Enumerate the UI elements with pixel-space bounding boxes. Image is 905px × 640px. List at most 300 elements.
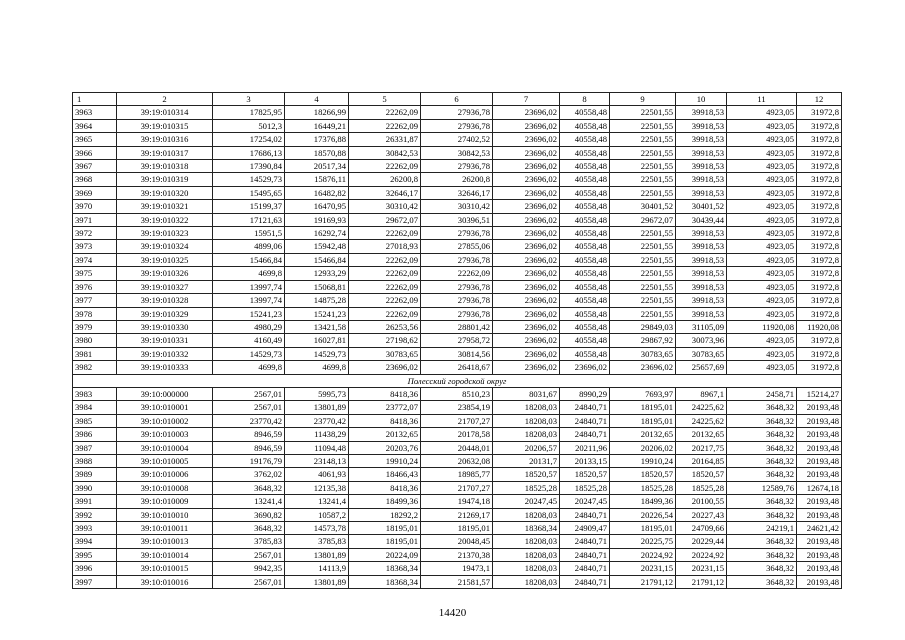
- value-cell: 20132,65: [349, 428, 421, 441]
- value-cell: 9942,35: [213, 562, 285, 575]
- value-cell: 27936,78: [421, 307, 493, 320]
- value-cell: 19474,18: [421, 495, 493, 508]
- value-cell: 3648,32: [727, 508, 797, 521]
- table-row: [73, 414, 842, 427]
- value-cell: 31972,8: [797, 146, 842, 159]
- value-cell: 4923,05: [727, 227, 797, 240]
- value-cell: 23696,02: [493, 361, 560, 374]
- value-cell: 40558,48: [560, 320, 610, 333]
- value-cell: 18195,01: [610, 401, 676, 414]
- value-cell: 13801,89: [285, 548, 349, 561]
- value-cell: 15214,27: [797, 387, 842, 400]
- value-cell: 27198,62: [349, 334, 421, 347]
- row-number-cell: 3985: [73, 414, 117, 427]
- value-cell: 24909,47: [560, 522, 610, 535]
- value-cell: 3648,32: [727, 414, 797, 427]
- value-cell: 23696,02: [493, 240, 560, 253]
- table-row: [73, 160, 842, 173]
- table-row: [73, 200, 842, 213]
- table-row: [73, 213, 842, 226]
- table-row: [73, 562, 842, 575]
- value-cell: 31972,8: [797, 160, 842, 173]
- column-header: 8: [560, 93, 610, 106]
- table-row: [73, 106, 842, 119]
- value-cell: 18525,28: [493, 481, 560, 494]
- value-cell: 4923,05: [727, 267, 797, 280]
- column-header: 5: [349, 93, 421, 106]
- value-cell: 22501,55: [610, 294, 676, 307]
- value-cell: 20193,48: [797, 401, 842, 414]
- value-cell: 13421,58: [285, 320, 349, 333]
- value-cell: 20133,15: [560, 454, 610, 467]
- value-cell: 39918,53: [676, 119, 727, 132]
- value-cell: 17121,63: [213, 213, 285, 226]
- value-cell: 23696,02: [493, 267, 560, 280]
- value-cell: 26331,87: [349, 133, 421, 146]
- column-header: 3: [213, 93, 285, 106]
- value-cell: 3648,32: [727, 468, 797, 481]
- value-cell: 20193,48: [797, 428, 842, 441]
- column-header: 6: [421, 93, 493, 106]
- cadastral-number-cell: 39:19:010317: [117, 146, 213, 159]
- cadastral-number-cell: 39:19:010326: [117, 267, 213, 280]
- row-number-cell: 3971: [73, 213, 117, 226]
- table-row: [73, 320, 842, 333]
- value-cell: 23696,02: [493, 253, 560, 266]
- value-cell: 12933,29: [285, 267, 349, 280]
- value-cell: 12135,38: [285, 481, 349, 494]
- value-cell: 4923,05: [727, 173, 797, 186]
- value-cell: 4980,29: [213, 320, 285, 333]
- value-cell: 20225,75: [610, 535, 676, 548]
- value-cell: 26253,56: [349, 320, 421, 333]
- row-number-cell: 3965: [73, 133, 117, 146]
- value-cell: 4923,05: [727, 119, 797, 132]
- value-cell: 15942,48: [285, 240, 349, 253]
- value-cell: 18520,57: [493, 468, 560, 481]
- value-cell: 40558,48: [560, 294, 610, 307]
- cadastral-number-cell: 39:10:010003: [117, 428, 213, 441]
- value-cell: 20217,75: [676, 441, 727, 454]
- value-cell: 18208,03: [493, 508, 560, 521]
- value-cell: 4923,05: [727, 361, 797, 374]
- value-cell: 18195,01: [349, 522, 421, 535]
- value-cell: 3762,02: [213, 468, 285, 481]
- value-cell: 2567,01: [213, 387, 285, 400]
- value-cell: 11920,08: [727, 320, 797, 333]
- value-cell: 27936,78: [421, 119, 493, 132]
- value-cell: 23696,02: [493, 320, 560, 333]
- value-cell: 22501,55: [610, 146, 676, 159]
- table-row: [73, 173, 842, 186]
- value-cell: 40558,48: [560, 334, 610, 347]
- value-cell: 20193,48: [797, 414, 842, 427]
- value-cell: 5012,3: [213, 119, 285, 132]
- cadastral-number-cell: 39:10:010004: [117, 441, 213, 454]
- row-number-cell: 3974: [73, 253, 117, 266]
- value-cell: 11094,48: [285, 441, 349, 454]
- row-number-cell: 3970: [73, 200, 117, 213]
- value-cell: 20448,01: [421, 441, 493, 454]
- value-cell: 23696,02: [493, 200, 560, 213]
- table-row: [73, 307, 842, 320]
- value-cell: 15951,5: [213, 227, 285, 240]
- value-cell: 21791,12: [676, 575, 727, 588]
- value-cell: 23696,02: [493, 186, 560, 199]
- value-cell: 39918,53: [676, 253, 727, 266]
- value-cell: 24840,71: [560, 428, 610, 441]
- value-cell: 23696,02: [493, 173, 560, 186]
- value-cell: 24840,71: [560, 562, 610, 575]
- value-cell: 40558,48: [560, 347, 610, 360]
- value-cell: 22262,09: [349, 294, 421, 307]
- row-number-cell: 3994: [73, 535, 117, 548]
- value-cell: 22501,55: [610, 227, 676, 240]
- table-body: [73, 106, 842, 589]
- row-number-cell: 3983: [73, 387, 117, 400]
- value-cell: 24621,42: [797, 522, 842, 535]
- value-cell: 23148,13: [285, 454, 349, 467]
- value-cell: 23696,02: [493, 347, 560, 360]
- section-title: Полесский городской округ: [73, 374, 842, 387]
- value-cell: 10587,2: [285, 508, 349, 521]
- table-row: [73, 401, 842, 414]
- table-row: [73, 146, 842, 159]
- row-number-cell: 3967: [73, 160, 117, 173]
- value-cell: 20193,48: [797, 535, 842, 548]
- value-cell: 22501,55: [610, 240, 676, 253]
- value-cell: 18570,88: [285, 146, 349, 159]
- table-row: [73, 227, 842, 240]
- value-cell: 40558,48: [560, 267, 610, 280]
- value-cell: 18208,03: [493, 428, 560, 441]
- value-cell: 40558,48: [560, 280, 610, 293]
- value-cell: 24219,1: [727, 522, 797, 535]
- value-cell: 20193,48: [797, 562, 842, 575]
- value-cell: 4699,8: [213, 267, 285, 280]
- row-number-cell: 3966: [73, 146, 117, 159]
- value-cell: 23696,02: [493, 133, 560, 146]
- value-cell: 24709,66: [676, 522, 727, 535]
- value-cell: 4923,05: [727, 213, 797, 226]
- value-cell: 30401,52: [610, 200, 676, 213]
- value-cell: 30439,44: [676, 213, 727, 226]
- value-cell: 11920,08: [797, 320, 842, 333]
- table-row: [73, 454, 842, 467]
- value-cell: 24225,62: [676, 401, 727, 414]
- cadastral-number-cell: 39:19:010327: [117, 280, 213, 293]
- value-cell: 2567,01: [213, 401, 285, 414]
- value-cell: 31972,8: [797, 280, 842, 293]
- value-cell: 30842,53: [349, 146, 421, 159]
- value-cell: 31972,8: [797, 347, 842, 360]
- value-cell: 24840,71: [560, 575, 610, 588]
- value-cell: 30783,65: [349, 347, 421, 360]
- value-cell: 20224,92: [676, 548, 727, 561]
- row-number-cell: 3991: [73, 495, 117, 508]
- value-cell: 39918,53: [676, 240, 727, 253]
- value-cell: 13241,4: [213, 495, 285, 508]
- value-cell: 27936,78: [421, 294, 493, 307]
- value-cell: 20203,76: [349, 441, 421, 454]
- column-header: 9: [610, 93, 676, 106]
- value-cell: 27936,78: [421, 160, 493, 173]
- value-cell: 13997,74: [213, 280, 285, 293]
- value-cell: 32646,17: [349, 186, 421, 199]
- table-row: [73, 428, 842, 441]
- value-cell: 20517,34: [285, 160, 349, 173]
- value-cell: 2567,01: [213, 548, 285, 561]
- value-cell: 18208,03: [493, 562, 560, 575]
- value-cell: 31105,09: [676, 320, 727, 333]
- value-cell: 12589,76: [727, 481, 797, 494]
- page-number: 14420: [438, 607, 467, 619]
- value-cell: 22262,09: [349, 280, 421, 293]
- value-cell: 24840,71: [560, 535, 610, 548]
- value-cell: 22501,55: [610, 307, 676, 320]
- value-cell: 22262,09: [349, 253, 421, 266]
- value-cell: 22262,09: [349, 227, 421, 240]
- value-cell: 31972,8: [797, 173, 842, 186]
- value-cell: 19169,93: [285, 213, 349, 226]
- value-cell: 23696,02: [493, 106, 560, 119]
- value-cell: 40558,48: [560, 133, 610, 146]
- value-cell: 22262,09: [349, 307, 421, 320]
- value-cell: 23696,02: [610, 361, 676, 374]
- value-cell: 4160,49: [213, 334, 285, 347]
- row-number-cell: 3980: [73, 334, 117, 347]
- value-cell: 23696,02: [560, 361, 610, 374]
- value-cell: 4923,05: [727, 200, 797, 213]
- value-cell: 8946,59: [213, 441, 285, 454]
- value-cell: 30842,53: [421, 146, 493, 159]
- value-cell: 17376,88: [285, 133, 349, 146]
- value-cell: 31972,8: [797, 106, 842, 119]
- column-header: 4: [285, 93, 349, 106]
- value-cell: 21370,38: [421, 548, 493, 561]
- value-cell: 20211,96: [560, 441, 610, 454]
- value-cell: 31972,8: [797, 186, 842, 199]
- value-cell: 16027,81: [285, 334, 349, 347]
- table-row: [73, 508, 842, 521]
- value-cell: 40558,48: [560, 160, 610, 173]
- value-cell: 30310,42: [349, 200, 421, 213]
- value-cell: 21707,27: [421, 414, 493, 427]
- value-cell: 18208,03: [493, 535, 560, 548]
- value-cell: 14529,73: [285, 347, 349, 360]
- value-cell: 7693,97: [610, 387, 676, 400]
- value-cell: 12674,18: [797, 481, 842, 494]
- column-header: 11: [727, 93, 797, 106]
- table-row: [73, 387, 842, 400]
- value-cell: 21791,12: [610, 575, 676, 588]
- value-cell: 15199,37: [213, 200, 285, 213]
- value-cell: 23696,02: [493, 160, 560, 173]
- value-cell: 22501,55: [610, 173, 676, 186]
- value-cell: 18525,28: [676, 481, 727, 494]
- table-row: [73, 548, 842, 561]
- header-row: [73, 93, 842, 106]
- value-cell: 40558,48: [560, 186, 610, 199]
- value-cell: 8418,36: [349, 387, 421, 400]
- value-cell: 8418,36: [349, 414, 421, 427]
- value-cell: 20131,7: [493, 454, 560, 467]
- value-cell: 18525,28: [560, 481, 610, 494]
- value-cell: 4923,05: [727, 160, 797, 173]
- value-cell: 40558,48: [560, 146, 610, 159]
- value-cell: 20229,44: [676, 535, 727, 548]
- value-cell: 22501,55: [610, 106, 676, 119]
- value-cell: 4923,05: [727, 294, 797, 307]
- value-cell: 27936,78: [421, 280, 493, 293]
- cadastral-number-cell: 39:19:010319: [117, 173, 213, 186]
- value-cell: 23696,02: [493, 334, 560, 347]
- value-cell: 19910,24: [610, 454, 676, 467]
- cadastral-number-cell: 39:10:010006: [117, 468, 213, 481]
- value-cell: 18985,77: [421, 468, 493, 481]
- value-cell: 14529,73: [213, 173, 285, 186]
- value-cell: 4923,05: [727, 307, 797, 320]
- cadastral-number-cell: 39:19:010329: [117, 307, 213, 320]
- value-cell: 3648,32: [213, 481, 285, 494]
- value-cell: 20164,85: [676, 454, 727, 467]
- value-cell: 27855,06: [421, 240, 493, 253]
- value-cell: 23696,02: [493, 213, 560, 226]
- value-cell: 30814,56: [421, 347, 493, 360]
- table-row: [73, 535, 842, 548]
- value-cell: 20224,09: [349, 548, 421, 561]
- value-cell: 39918,53: [676, 307, 727, 320]
- value-cell: 3785,83: [285, 535, 349, 548]
- value-cell: 4923,05: [727, 106, 797, 119]
- value-cell: 26418,67: [421, 361, 493, 374]
- value-cell: 14875,28: [285, 294, 349, 307]
- value-cell: 15466,84: [285, 253, 349, 266]
- value-cell: 19176,79: [213, 454, 285, 467]
- row-number-cell: 3982: [73, 361, 117, 374]
- value-cell: 22262,09: [349, 106, 421, 119]
- cadastral-number-cell: 39:19:010314: [117, 106, 213, 119]
- value-cell: 3648,32: [727, 441, 797, 454]
- value-cell: 39918,53: [676, 146, 727, 159]
- cadastral-number-cell: 39:19:010323: [117, 227, 213, 240]
- value-cell: 3648,32: [727, 575, 797, 588]
- value-cell: 8418,36: [349, 481, 421, 494]
- value-cell: 20132,65: [676, 428, 727, 441]
- table-row: [73, 119, 842, 132]
- value-cell: 18195,01: [421, 522, 493, 535]
- cadastral-number-cell: 39:10:010010: [117, 508, 213, 521]
- value-cell: 39918,53: [676, 133, 727, 146]
- cadastral-number-cell: 39:10:000000: [117, 387, 213, 400]
- value-cell: 18520,57: [676, 468, 727, 481]
- value-cell: 22501,55: [610, 253, 676, 266]
- value-cell: 8967,1: [676, 387, 727, 400]
- value-cell: 31972,8: [797, 253, 842, 266]
- row-number-cell: 3964: [73, 119, 117, 132]
- value-cell: 18368,34: [349, 575, 421, 588]
- row-number-cell: 3979: [73, 320, 117, 333]
- table-row: [73, 441, 842, 454]
- value-cell: 20193,48: [797, 548, 842, 561]
- value-cell: 31972,8: [797, 227, 842, 240]
- row-number-cell: 3969: [73, 186, 117, 199]
- table-row: [73, 294, 842, 307]
- row-number-cell: 3984: [73, 401, 117, 414]
- value-cell: 26200,8: [421, 173, 493, 186]
- value-cell: 31972,8: [797, 119, 842, 132]
- value-cell: 18520,57: [610, 468, 676, 481]
- value-cell: 39918,53: [676, 267, 727, 280]
- value-cell: 4699,8: [285, 361, 349, 374]
- cadastral-number-cell: 39:19:010322: [117, 213, 213, 226]
- value-cell: 30783,65: [676, 347, 727, 360]
- value-cell: 20247,45: [560, 495, 610, 508]
- value-cell: 30401,52: [676, 200, 727, 213]
- value-cell: 16482,82: [285, 186, 349, 199]
- value-cell: 8990,29: [560, 387, 610, 400]
- value-cell: 4923,05: [727, 334, 797, 347]
- value-cell: 4923,05: [727, 253, 797, 266]
- value-cell: 8946,59: [213, 428, 285, 441]
- row-number-cell: 3996: [73, 562, 117, 575]
- value-cell: 27936,78: [421, 227, 493, 240]
- value-cell: 20193,48: [797, 575, 842, 588]
- value-cell: 18466,43: [349, 468, 421, 481]
- table-row: [73, 280, 842, 293]
- table-row: [73, 334, 842, 347]
- value-cell: 18208,03: [493, 575, 560, 588]
- value-cell: 39918,53: [676, 173, 727, 186]
- value-cell: 18195,01: [610, 414, 676, 427]
- cadastral-number-cell: 39:19:010325: [117, 253, 213, 266]
- value-cell: 26200,8: [349, 173, 421, 186]
- value-cell: 22501,55: [610, 133, 676, 146]
- value-cell: 27936,78: [421, 253, 493, 266]
- value-cell: 27936,78: [421, 106, 493, 119]
- value-cell: 23770,42: [213, 414, 285, 427]
- value-cell: 40558,48: [560, 253, 610, 266]
- table-row: [73, 495, 842, 508]
- value-cell: 39918,53: [676, 160, 727, 173]
- value-cell: 23772,07: [349, 401, 421, 414]
- value-cell: 18208,03: [493, 414, 560, 427]
- value-cell: 4923,05: [727, 347, 797, 360]
- cadastral-number-cell: 39:10:010005: [117, 454, 213, 467]
- value-cell: 18368,34: [349, 562, 421, 575]
- row-number-cell: 3973: [73, 240, 117, 253]
- row-number-cell: 3997: [73, 575, 117, 588]
- value-cell: 31972,8: [797, 240, 842, 253]
- row-number-cell: 3963: [73, 106, 117, 119]
- value-cell: 3648,32: [727, 428, 797, 441]
- value-cell: 3648,32: [727, 562, 797, 575]
- column-header: 10: [676, 93, 727, 106]
- value-cell: 18208,03: [493, 548, 560, 561]
- data-table: [72, 92, 842, 589]
- value-cell: 20226,54: [610, 508, 676, 521]
- value-cell: 20193,48: [797, 508, 842, 521]
- value-cell: 4061,93: [285, 468, 349, 481]
- cadastral-number-cell: 39:10:010013: [117, 535, 213, 548]
- value-cell: 22501,55: [610, 160, 676, 173]
- value-cell: 3690,82: [213, 508, 285, 521]
- value-cell: 24840,71: [560, 401, 610, 414]
- value-cell: 17254,02: [213, 133, 285, 146]
- value-cell: 14113,9: [285, 562, 349, 575]
- value-cell: 13801,89: [285, 401, 349, 414]
- value-cell: 20247,45: [493, 495, 560, 508]
